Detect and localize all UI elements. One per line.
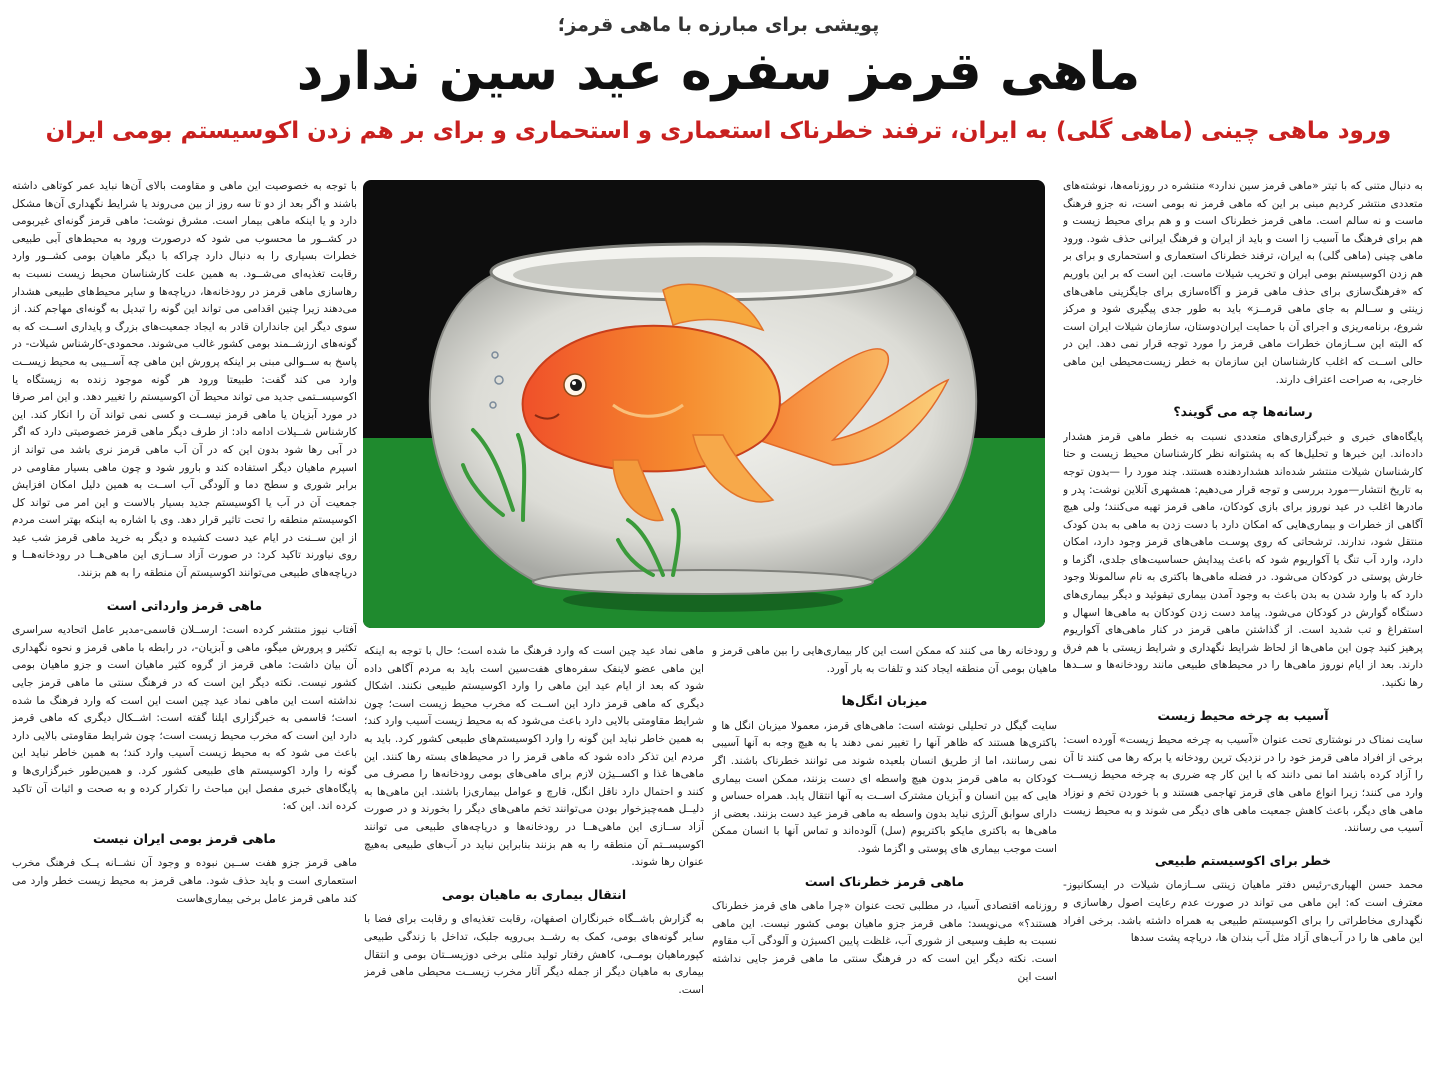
paragraph: به گزارش باشــگاه خبرنگاران اصفهان، رقابت تغذیه‌ای و رقابت برای فضا با سایر گونه‌های بومی، کمک به رشــد بی‌رویه جلبک، تداخل با زندگی طبیعی کپورماهیان بومــی، کاهش رفتار تولید مثلی برخی دوزیســتان بومی و انتقال بیماری به ماهیان دیگر از جمله دیگر آثار مخرب زیســت محیطی ماهی قرمز است.	[364, 913, 704, 996]
paragraph: آفتاب نیوز منتشر کرده است: ارســلان قاسمی-مدیر عامل اتحادیه سراسری تکثیر و پرورش میگو، ماهی و آبزیان-، در رابطه با ماهی قرمز و نحوه نگهداری آن بیان داشت: ماهی قرمز از گروه کثیر ماهیان است و جزو ماهیان بومی کشور نیست. نکته دیگر این است که در فرهنگ سنتی ما ماهی قرمز جایی نداشته است این ماهی نماد عید چین است این است که وارد فرهنگ ما شده است؛ قاسمی به خبرگزاری ایلنا گفته است: اشــکال دیگری که ماهی قرمز دارد این است که مخرب محیط زیست است؛ چون شرایط مقاومتی بالایی دارد باعث می شود که به محیط زیست آسیب وارد کند؛ به همین خاطر نباید این گونه را وارد اکوسیستم های طبیعی کشور کرد. و همین‌طور خبرگزاری‌ها و پایگاه‌های خبری مفصل این مباحث را تکرار کرده و به صحت و اثبات آن تاکید کرده اند. این که:	[12, 624, 357, 813]
column-left	[12, 178, 357, 1073]
paragraph: پایگاه‌های خبری و خبرگزاری‌های متعددی نسبت به خطر ماهی قرمز هشدار داده‌اند. این خبرها و تحلیل‌ها که به پشتوانه نظر کارشناسان محیط زیست و حتا کارشناسان شیلات منتشر شده‌اند هشداردهنده هستند. چند مورد را —بدون توجه به تاریخ انتشار—مورد بررسی و توجه قرار می‌دهیم: همشهری آنلاین نوشت: پدر و مادرها اغلب در عید نوروز برای بازی کودکان، ماهی قرمز تهیه می‌کنند؛ ولی هیچ آگاهی از خطرات و بیماری‌هایی که امکان دارد با دست زدن به ماهی به بدن کودک منتقل شود، ندارند. ترشحاتی که روی پوسـت ماهی‌های قرمز وجود دارد، امکان دارد، وارد آب تنگ یا آکواریوم شود که باعث پیدایش حساسیت‌های جلدی، اگزما و خارش پوستی در کودکان می‌شود. در فضله ماهی‌ها باکتری به نام سالمونلا وجود دارد که با وارد شدن به بدن باعث به وجود آمدن بیماری تیفوئید و دیگر بیماری‌های دستگاه گوارش در کودکان می‌شود. پیامد دست زدن کودکان به ماهی‌ها اسهال و استفراغ و تب شدید است. از گذاشتن ماهی قرمز در کنار ماهی‌های آکواریوم پرهیز کنید چون این ماهی‌ها از لحاظ شرایط نگهداری و شرایط زیستی با هم فرق دارند. بعد از ایام نوروز ماهی‌ها را در محیط‌های طبیعی مانند رودخانه‌ها و ســدها رها نکنید.	[1063, 430, 1423, 690]
section-heading: انتقال بیماری به ماهیان بومی	[441, 886, 627, 902]
section-heading: ماهی قرمز وارداتی است	[106, 597, 263, 613]
goldfish-bowl-illustration	[363, 180, 1045, 628]
paragraph: ماهی قرمز جزو هفت ســین نبوده و وجود آن نشــانه یــک فرهنگ مخرب استعماری است و باید حذف شود. ماهی قرمز به محیط زیست خطر وارد می کند ماهی قرمز عامل برخی بیماری‌هاست	[12, 857, 357, 905]
article-subhead: ورود ماهی چینی (ماهی گلی) به ایران، ترفند خطرناک استعماری و استحماری و برای بر هم زدن اکوسیستم بومی ایران	[45, 118, 1392, 144]
article-kicker: پویشی برای مبارزه با ماهی قرمز؛	[557, 14, 880, 36]
section-heading: ماهی قرمز خطرناک است	[804, 873, 965, 889]
goldfish-bowl-image	[363, 180, 1045, 628]
paragraph: سایت نمناک در نوشتاری تحت عنوان «آسیب به چرخه محیط زیست» آورده است: برخی از افراد ماهی قرمز خود را در نزدیک ترین رودخانه یا برکه رها می کنند تا آن را آزاد کرده باشند اما نمی دانند که با این کار چه ضرری به چرخه محیط زیســت وارد می کنند؛ زیرا انواع ماهی های قرمز تهاجمی هستند و با خوردن تخم و نوزاد ماهی های دیگر، باعث کاهش جمعیت ماهی های دیگر می شوند و به محیط زیست آسیب می رسانند.	[1063, 734, 1423, 835]
column-middle-right	[712, 643, 1057, 1073]
bowl-base	[533, 570, 873, 594]
paragraph: ماهی نماد عید چین است که وارد فرهنگ ما شده است؛ حال با توجه به اینکه این ماهی عضو لاینفک سفره‌های هفت‌سین است باید به مردم آگاهی داده شود که بعد از ایام عید این ماهی را وارد اکوسیستم طبیعی نکنند. اشکال دیگری که ماهی قرمز دارد این اســت که مخرب محیط زیست است؛ چون شرایط مقاومتی بالایی دارد باعث می‌شود که به محیط زیست آسیب وارد کند؛ به همین خاطر نباید این گونه را وارد اکوسیستم‌های طبیعی کشور کرد. باید به مردم این تذکر داده شود که ماهی قرمز را در محیط‌های بسته رها کنند. این ماهی‌ها غذا و اکســیژن لازم برای ماهی‌های بومی رودخانه‌ها را مصرف می کنند و احتمال دارد ناقل انگل، قارچ و عوامل بیماری‌زا باشند. این ماهی‌ها به دلیــل همه‌چیز‌خوار بودن می‌توانند تخم ماهی‌های دیگر را بخورند و در صورت آزاد ســازی این ماهی‌هــا در رودخانه‌ها و دریاچه‌های طبیعی می توانند اکوسیســتم آن منطقه را به هم بزنند بنابراین نباید در آب‌های طبیعی به‌هیچ عنوان رها شوند.	[364, 645, 704, 869]
section-heading: رسانه‌ها چه می گویند؟	[1173, 404, 1313, 420]
paragraph: سایت گیگل در تحلیلی نوشته است: ماهی‌های قرمز، معمولا میزبان انگل ها و باکتری‌ها هستند که ظاهر آنها را تغییر نمی دهند یا به هیچ وجه به آنها آسیبی نمی رسانند، اما از طریق انسان بلعیده شوند می توانند خطرناک باشند. اگر کودکان به ماهی قرمز بدون هیچ واسطه ای دست بزنند، ممکن است بیماری هایی که بین انسان و آبزیان مشترک اســت به آنها انتقال یابد. همراه حساس و دارای سوابق آلرژی نباید بدون واسطه به ماهی قرمز عید دست بزنند. بعضی از ماهی‌ها به باکتری مایکو باکتریوم (سل) آلوده‌اند و تماس آنها با انسان ممکن است موجب بیماری های پوستی و اگزما شود.	[712, 719, 1057, 855]
paragraph: به دنبال متنی که با تیتر «ماهی قرمز سین ندارد» منتشره در روزنامه‌ها، نوشته‌های متعددی منتشر کردیم مبنی بر این که ماهی قرمز نه بومی است، نه جزو فرهنگ ماست و نه سالم است. ماهی قرمز خطرناک است و و هم برای محیط زیست و هم برای فرهنگ ما آسیب زا است و باید از ایران و فرهنگ ایرانی حذف شود. ورود ماهی چینی (ماهی گلی) به ایران، ترفند خطرناک استعماری و استحماری و برای بر هم زدن اکوسیستم بومی ایران و تخریب شیلات ماست. این است که بر این باوریم که «فرهنگ‌سازی برای حذف ماهی قرمز و آگاه‌سازی برای جایگزینی ماهی‌های زینتی و ســالم به جای ماهی قرمــز» باید به طور جدی پیگیری شود و مرکز شروع، برنامه‌ریزی و اجرای آن با حمایت ایران‌دوستان، سازمان شیلات ایران است که البته این ســازمان خطرات ماهی قرمز را مورد توجه قرار نمی دهد. این در حالی اســت که اغلب کارشناسان این سازمان به خطر زیست‌محیطی این ماهی خارجی، به صراحت اعتراف دارند.	[1063, 180, 1423, 386]
paragraph: محمد حسن الهیاری-رئیس دفتر ماهیان زینتی ســازمان شیلات در ایسکانیوز- معترف است که: این ماهی می تواند در صورت عدم رعایت اصول رهاسازی و نگهداری مخاطراتی را برای اکوسیستم طبیعی به همراه داشته باشد. برخی افراد این ماهی ها را در آب‌های آزاد مثل آب بندان ها، دریاچه پشت سدها	[1063, 879, 1423, 945]
column-right	[1063, 178, 1423, 1073]
section-heading: میزبان انگل‌ها	[841, 693, 928, 709]
paragraph: روزنامه اقتصادی آسیا، در مطلبی تحت عنوان «چرا ماهی های قرمز خطرناک هستند؟» می‌نویسد: ماهی قرمز جزو ماهیان بومی کشور نیست. این ماهی نسبت به طیف وسیعی از شوری آب، غلظت پایین اکسیژن و آلودگی آب مقاوم است. نکته دیگر این است که در فرهنگ سنتی ما ماهی قرمز جایی نداشته است این	[712, 900, 1057, 983]
column-middle-left	[364, 643, 704, 1073]
paragraph: و رودخانه رها می کنند که ممکن است این کار بیماری‌هایی را بین ماهی قرمز و ماهیان بومی آن منطقه ایجاد کند و تلفات به بار آورد.	[712, 645, 1057, 675]
section-heading: آسیب به چرخه محیط زیست	[1157, 707, 1329, 723]
section-heading: خطر برای اکوسیستم طبیعی	[1154, 852, 1332, 868]
article-headline: ماهی قرمز سفره عید سین ندارد	[296, 42, 1141, 102]
paragraph: با توجه به خصوصیت این ماهی و مقاومت بالای آن‌ها نباید عمر کوتاهی داشته باشند و اگر بعد از دو تا سه روز از بین می‌روند یا شرایط نگهداری آن‌ها مشکل دارد و یا اینکه ماهی بیمار است. مشرق نوشت: ماهی قرمز گونه‌ای غیربومی در کشــور ما محسوب می شود که درصورت ورود به محیط‌های آبی طبیعی خطرات بسیاری را به دنبال دارد چراکه با دیگر ماهیان بومی کشــور وارد رقابت تغذیه‌ای می‌شــود. به همین علت کارشناسان محیط زیست نسبت به رهاسازی ماهی قرمز در رودخانه‌ها، دریاچه‌ها و سایر محیط‌های طبیعی هشدار می‌دهند زیرا چنین اقدامی می تواند این گونه را تبدیل به گونه‌ای مهاجم کند. از سوی دیگر این جانداران قادر به ایجاد جمعیت‌های بزرگ و پایداری اســت که به گونه‌های ارزشــمند بومی کشور غالب می‌شوند. محمودی-کارشناس شیلات- در پاسخ به ســوالی مبنی بر اینکه پرورش این ماهی چه آســیبی به محیط زیســت وارد می کند گفت: طبیعتا ورود هر گونه موجود زنده به زیستگاه یا اکوسیســتمی جدید می تواند محیط آن اکوسیستم را تغییر دهد. و این امر صرفا در مورد آبزیان یا ماهی قرمز نیســت و کسی نمی تواند آن را انکار کند. این کارشناس شــیلات ادامه داد: از طرف دیگر ماهی قرمز خصوصیتی دارد که اگر در آبی رها شود بدون این که در آن آب ماهی قرمز نری باشد می تواند از اسپرم ماهیان دیگر استفاده کند و بارور شود و چون ماهی بسیار مقاومی در برابر شوری و سطح دما و آلودگی آب اســت به همین دلیل امکان افزایش جمعیت آن در آب یا اکوسیستم جدید بسیار بالاست و این امر می تواند کل اکوسیستم منطقه را تحت تاثیر قرار دهد. وی با اشاره به اینکه بهتر است مردم از این ســنت در ایام عید دست کشیده و دیگر به خرید ماهی قرمز شب عید روی نیاورند تاکید کرد: در صورت آزاد ســازی این ماهی‌هــا در رودخانه‌هــا و دریاچه‌های طبیعی می‌توانند اکوسیستم آن منطقه را به هم بزنند.	[12, 180, 357, 580]
section-heading: ماهی قرمز بومی ایران نیست	[92, 830, 276, 846]
